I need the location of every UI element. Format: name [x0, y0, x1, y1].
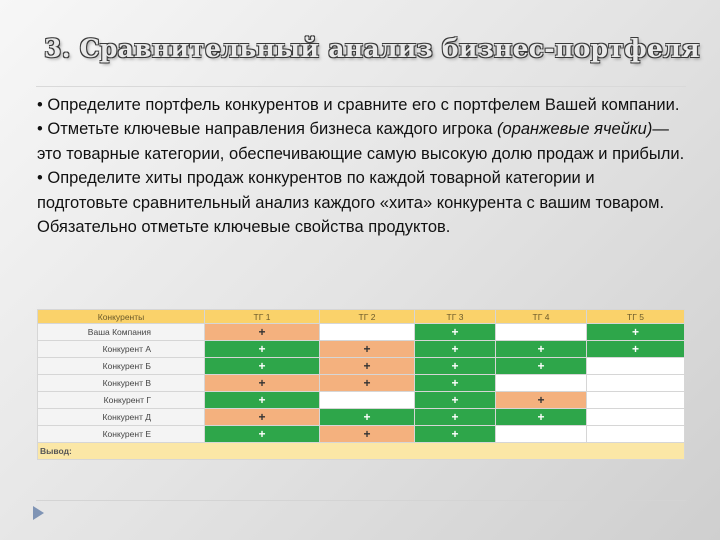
bullet-2	[37, 117, 687, 166]
row-label: Конкурент Д	[38, 409, 205, 426]
row-label: Конкурент В	[38, 375, 205, 392]
header-tg-1: ТГ 1	[205, 310, 320, 324]
table-cell: +	[205, 409, 320, 426]
table-cell: +	[496, 392, 587, 409]
summary-label: Вывод:	[38, 443, 685, 460]
row-label: Конкурент Г	[38, 392, 205, 409]
table-cell: +	[205, 375, 320, 392]
header-tg-4: ТГ 4	[496, 310, 587, 324]
table-row	[38, 375, 685, 392]
table-cell	[496, 324, 587, 341]
table-cell: +	[496, 341, 587, 358]
table-cell: +	[320, 409, 415, 426]
row-label: Ваша Компания	[38, 324, 205, 341]
table-cell: +	[415, 324, 496, 341]
bottom-divider	[36, 500, 686, 501]
table-cell: +	[587, 324, 685, 341]
table-row	[38, 358, 685, 375]
table-cell	[587, 358, 685, 375]
table-cell: +	[320, 341, 415, 358]
header-competitors: Конкуренты	[38, 310, 205, 324]
table-cell: +	[496, 409, 587, 426]
table-cell: +	[205, 426, 320, 443]
bullet-2-text: • Отметьте ключевые направления бизнеса каждого игрока	[37, 120, 498, 139]
table-cell	[496, 375, 587, 392]
portfolio-table	[37, 309, 685, 460]
header-tg-2: ТГ 2	[320, 310, 415, 324]
table-cell	[587, 375, 685, 392]
table-cell: +	[415, 426, 496, 443]
table-row	[38, 409, 685, 426]
table-cell	[587, 392, 685, 409]
title-divider	[36, 86, 686, 87]
table-cell: +	[496, 358, 587, 375]
table-row	[38, 426, 685, 443]
table-cell	[587, 426, 685, 443]
bullet-3: • Определите хиты продаж конкурентов по каждой товарной категории и подготовьте сравнительный анализ каждого «хита» конкурента с вашим товаром. Обязательно отметьте ключевые свойства продуктов.	[37, 169, 665, 237]
row-label: Конкурент Е	[38, 426, 205, 443]
table-row	[38, 341, 685, 358]
summary-row	[38, 443, 685, 460]
table-cell: +	[415, 358, 496, 375]
header-tg-5: ТГ 5	[587, 310, 685, 324]
table-cell: +	[205, 341, 320, 358]
bullet-2-emphasis: (оранжевые ячейки)	[497, 120, 653, 139]
slide-body	[37, 93, 687, 239]
table-row	[38, 324, 685, 341]
table-cell: +	[415, 375, 496, 392]
header-tg-3: ТГ 3	[415, 310, 496, 324]
slide-title: 3. Сравнительный анализ бизнес-портфеля	[44, 34, 700, 63]
table-cell	[320, 324, 415, 341]
table-cell: +	[415, 392, 496, 409]
table-cell: +	[205, 392, 320, 409]
table-cell: +	[205, 324, 320, 341]
row-label: Конкурент Б	[38, 358, 205, 375]
row-label: Конкурент А	[38, 341, 205, 358]
table-cell: +	[587, 341, 685, 358]
bullet-1: • Определите портфель конкурентов и сравните его с портфелем Вашей компании.	[37, 96, 680, 114]
table-cell: +	[320, 358, 415, 375]
table-cell: +	[205, 358, 320, 375]
table-cell	[320, 392, 415, 409]
triangle-right-icon[interactable]	[33, 506, 44, 520]
table-cell: +	[320, 375, 415, 392]
table-row	[38, 392, 685, 409]
table-cell: +	[320, 426, 415, 443]
table-cell: +	[415, 409, 496, 426]
table-cell: +	[415, 341, 496, 358]
table-cell	[587, 409, 685, 426]
table-cell	[496, 426, 587, 443]
bullet-2-tail: — это товарные категории, обеспечивающие самую высокую долю продаж и прибыли.	[37, 120, 685, 163]
table-header-row	[38, 310, 685, 324]
